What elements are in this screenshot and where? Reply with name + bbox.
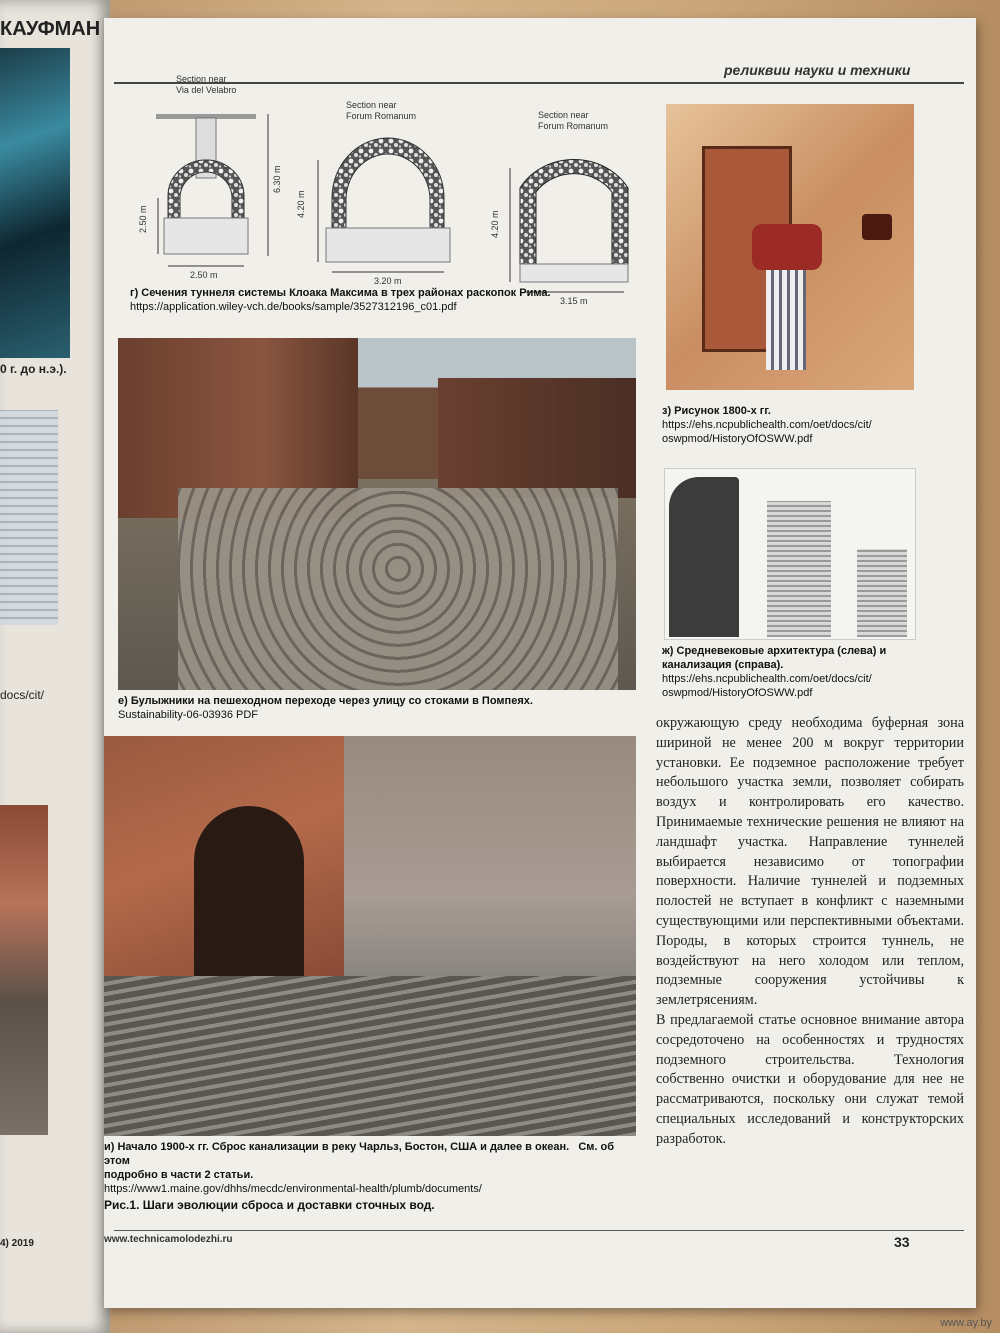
cloaca-maxima-sections-diagram (128, 68, 648, 308)
left-link-fragment: docs/cit/ (0, 688, 45, 702)
figure-zh-caption-link-1: https://ehs.ncpublichealth.com/oet/docs/cit/ (662, 673, 872, 685)
figure-z-drawing (666, 104, 914, 390)
section-3-width-dim: 3.15 m (560, 296, 588, 306)
left-diagram (0, 410, 58, 625)
section-1-height-dim: 2.50 m (138, 205, 148, 233)
drawing-figure-hat (862, 214, 892, 240)
section-1-arch (168, 160, 244, 218)
figure-z-caption (662, 404, 922, 446)
section-1-total-height-dim: 6.30 m (272, 165, 282, 193)
figure-e-caption (118, 694, 638, 722)
section-tag: реликвии науки и техники (724, 62, 911, 78)
left-page (0, 0, 110, 1333)
figure-zh-caption-link-2: oswpmod/HistoryOfOSWW.pdf (662, 687, 813, 699)
figure-zh-drawing (664, 468, 916, 640)
section-2-base (326, 228, 450, 262)
section-3-height-dim: 4.20 m (490, 210, 500, 238)
figure-i-caption-title (104, 1140, 636, 1168)
figure-i-caption-title-part-1: и) Начало 1900-х гг. Сброс канализации в реку Чарльз, Бостон, США и далее в океан. (104, 1141, 570, 1153)
article-paragraph-1: окружающую среду необходима буферная зона шириной не менее 200 м вокруг территории установки. Ее подземное расположение требует небольшого участка земли, позволяет собирать воздух и контролировать его качество. Принимаемые технические решения не влияют на ландшафт участка. Направление туннелей выбирается независимо от топографии поверхности. Наличие туннелей и подземных полостей не вступает в конфликт с наземными существующими или перспективными объектами. Породы, в которых строится туннель, не воздействуют на него холодом или теплом, подземные сооружения устойчивы к землетрясениям. (656, 715, 964, 1009)
figure-i-caption-title-3: подробно в части 2 статьи. (104, 1169, 254, 1181)
section-1-width-dim: 2.50 m (190, 270, 218, 280)
figure-z-caption-title: з) Рисунок 1800-х гг. (662, 405, 771, 417)
section-3-base (520, 264, 628, 282)
figure-zh-caption-title-2: канализация (справа). (662, 659, 784, 671)
section-2-label-line-1: Section near (346, 100, 397, 110)
section-1-label-line-2: Via del Velabro (176, 85, 237, 95)
figure-e-photo-pompeii-street (118, 338, 636, 690)
figure-g-caption-link: https://application.wiley-vch.de/books/sample/3527312196_c01.pdf (130, 301, 457, 313)
left-caption-fragment: 0 г. до н.э.). (0, 362, 67, 376)
section-1-label-line-1: Section near (176, 74, 227, 84)
figure-i-caption-title-part-2: См. об этом (104, 1141, 615, 1167)
article-paragraph-2: В предлагаемой статье основное внимание автора сосредоточено на особенностях и трудностях подземного строительства. Технология собственно очистки и оборудование для нее не рассматриваются, поскольку они служат темой специальных исследований и конструкторских разработок. (656, 1011, 964, 1147)
photo-right-wall (438, 378, 636, 498)
figure-g-caption-title: г) Сечения туннеля системы Клоака Максима в трех районах раскопок Рима. (130, 287, 551, 299)
drawing-medieval-building (669, 477, 739, 637)
figure-z-caption-link-2: oswpmod/HistoryOfOSWW.pdf (662, 433, 813, 445)
figure-zh-caption (662, 644, 922, 700)
figure-i-caption-link: https://www1.maine.gov/dhhs/mecdc/environmental-health/plumb/documents/ (104, 1183, 482, 1195)
section-2-label-line-2: Forum Romanum (346, 111, 417, 121)
figure-main-caption: Рис.1. Шаги эволюции сброса и доставки сточных вод. (104, 1198, 435, 1212)
drawing-tower-right (857, 549, 907, 637)
section-2-arch (332, 138, 444, 228)
drawing-tower-left (767, 501, 831, 637)
section-3-label-line-1: Section near (538, 110, 589, 120)
drawing-figure-coat (752, 224, 822, 270)
photo-tunnel-opening (194, 806, 304, 976)
photo-cobblestones (178, 488, 618, 690)
article-body (656, 714, 964, 1150)
photo-water (104, 976, 636, 1136)
drawing-figure-trousers (766, 270, 806, 370)
figure-e-caption-title: е) Булыжники на пешеходном переходе через улицу со стоками в Помпеях. (118, 695, 533, 707)
figure-z-caption-link-1: https://ehs.ncpublichealth.com/oet/docs/cit/ (662, 419, 872, 431)
section-1-base (164, 218, 248, 254)
figure-zh-caption-title-1: ж) Средневековые архитектура (слева) и (662, 645, 887, 657)
magazine-page (104, 18, 976, 1308)
left-photo-bottom (0, 805, 48, 1135)
figure-i-photo-sewer-outlet (104, 736, 636, 1136)
watermark: www.ay.by (940, 1317, 992, 1329)
figure-g-caption (130, 286, 650, 314)
section-2-width-dim: 3.20 m (374, 276, 402, 286)
page-number: 33 (894, 1234, 910, 1250)
left-year-fragment: 4) 2019 (0, 1238, 34, 1249)
left-photo-top (0, 48, 70, 358)
left-header-fragment: КАУФМАН (0, 18, 101, 40)
figure-i-caption (104, 1140, 636, 1196)
footer-site: www.technicamolodezhi.ru (104, 1234, 233, 1245)
footer-rule (114, 1230, 964, 1231)
figure-e-caption-link: Sustainability-06-03936 PDF (118, 709, 259, 721)
section-3-label-line-2: Forum Romanum (538, 121, 609, 131)
section-2-height-dim: 4.20 m (296, 190, 306, 218)
section-3-arch (520, 160, 628, 264)
